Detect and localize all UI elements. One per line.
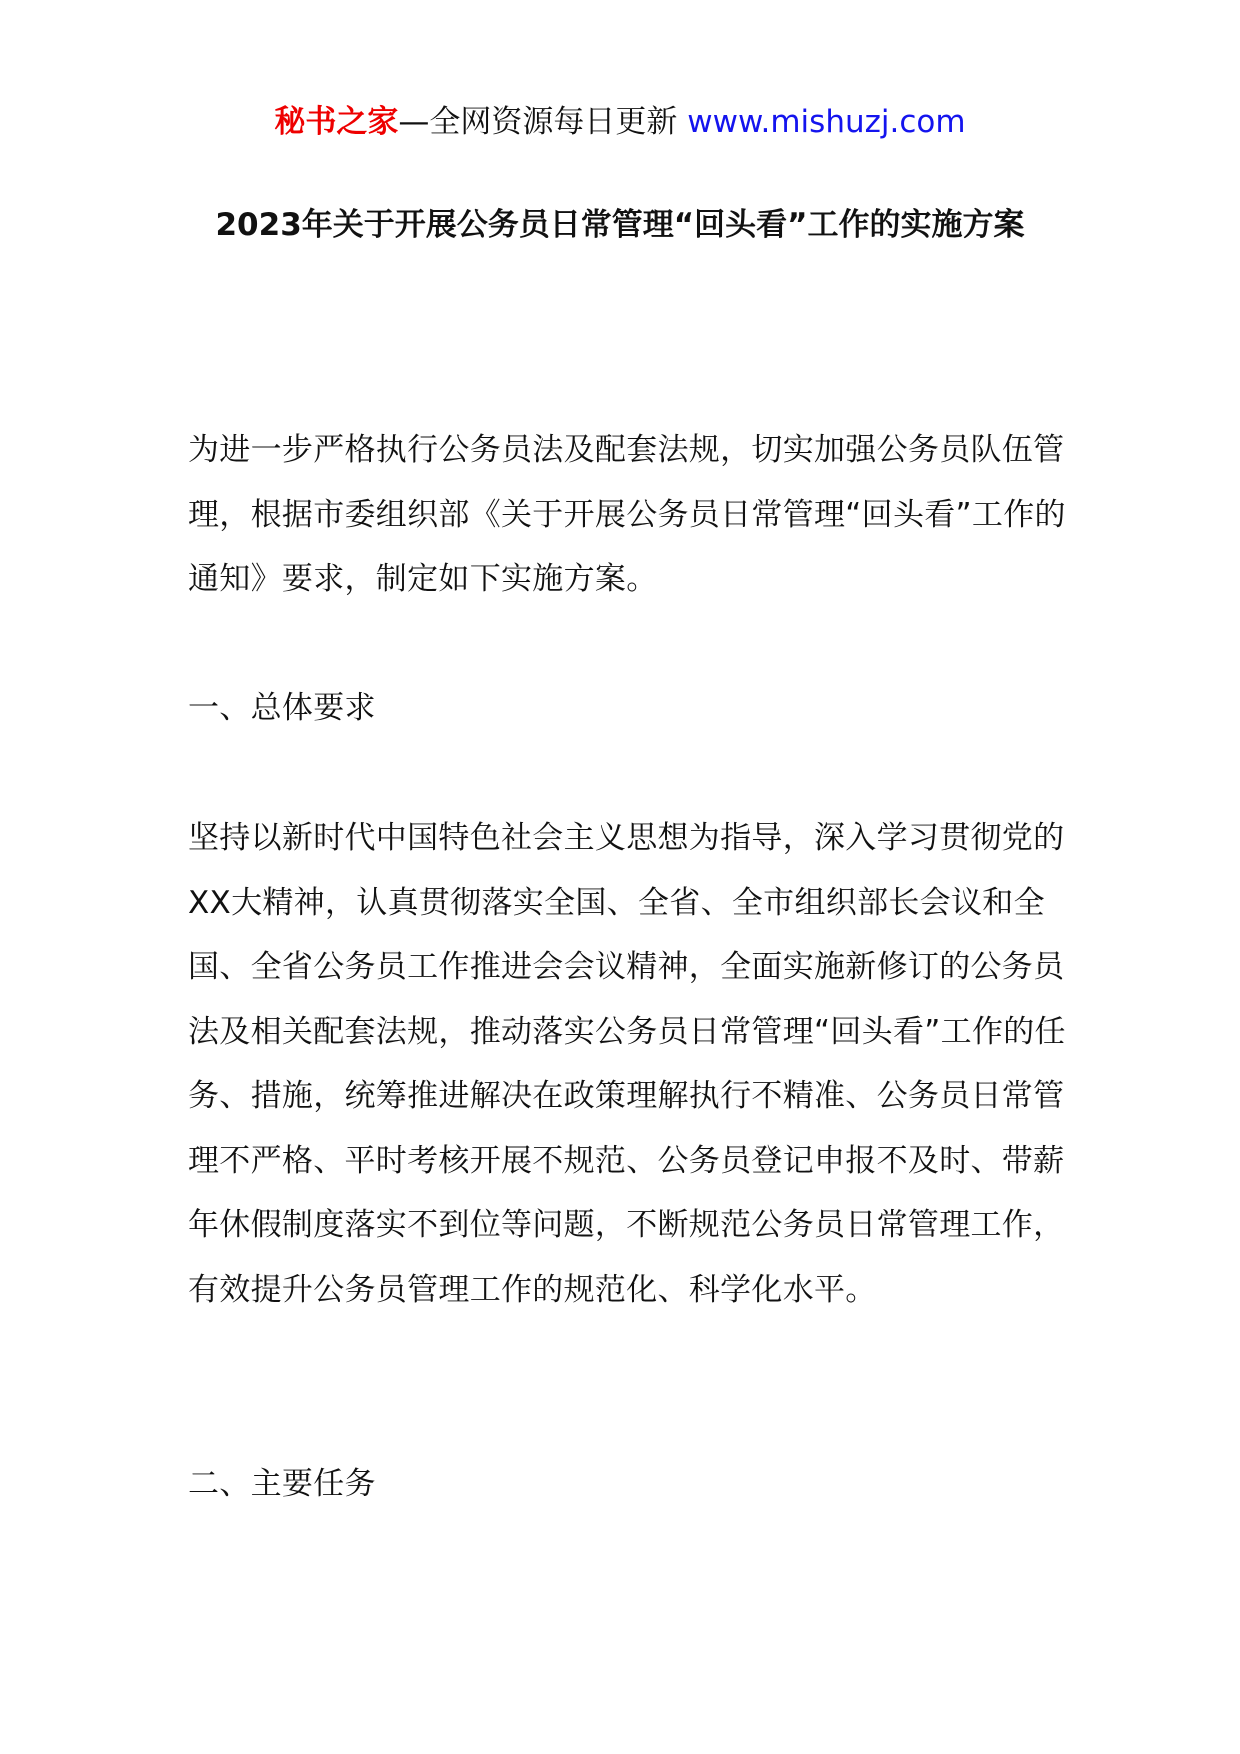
- site-url-link[interactable]: www.mishuzj.com: [687, 104, 966, 140]
- site-header: [0, 100, 1240, 144]
- section-heading-main-tasks: 二、主要任务: [188, 1466, 376, 1502]
- site-tagline: —全网资源每日更新: [398, 104, 688, 140]
- document-title: 2023年关于开展公务员日常管理“回头看”工作的实施方案: [215, 207, 1025, 243]
- brand-name: 秘书之家: [274, 104, 399, 140]
- intro-paragraph: 为进一步严格执行公务员法及配套法规，切实加强公务员队伍管理，根据市委组织部《关于开展公务员日常管理“回头看”工作的通知》要求，制定如下实施方案。: [188, 432, 1066, 597]
- section-heading-overall-requirements: 一、总体要求: [188, 690, 376, 726]
- section-paragraph-overall-requirements: 坚持以新时代中国特色社会主义思想为指导，深入学习贯彻党的XX大精神，认真贯彻落实全国、全省、全市组织部长会议和全国、全省公务员工作推进会会议精神，全面实施新修订的公务员法及相关配套法规，推动落实公务员日常管理“回头看”工作的任务、措施，统筹推进解决在政策理解执行不精准、公务员日常管理不严格、平时考核开展不规范、公务员登记申报不及时、带薪年休假制度落实不到位等问题，不断规范公务员日常管理工作，有效提升公务员管理工作的规范化、科学化水平。: [188, 820, 1066, 1308]
